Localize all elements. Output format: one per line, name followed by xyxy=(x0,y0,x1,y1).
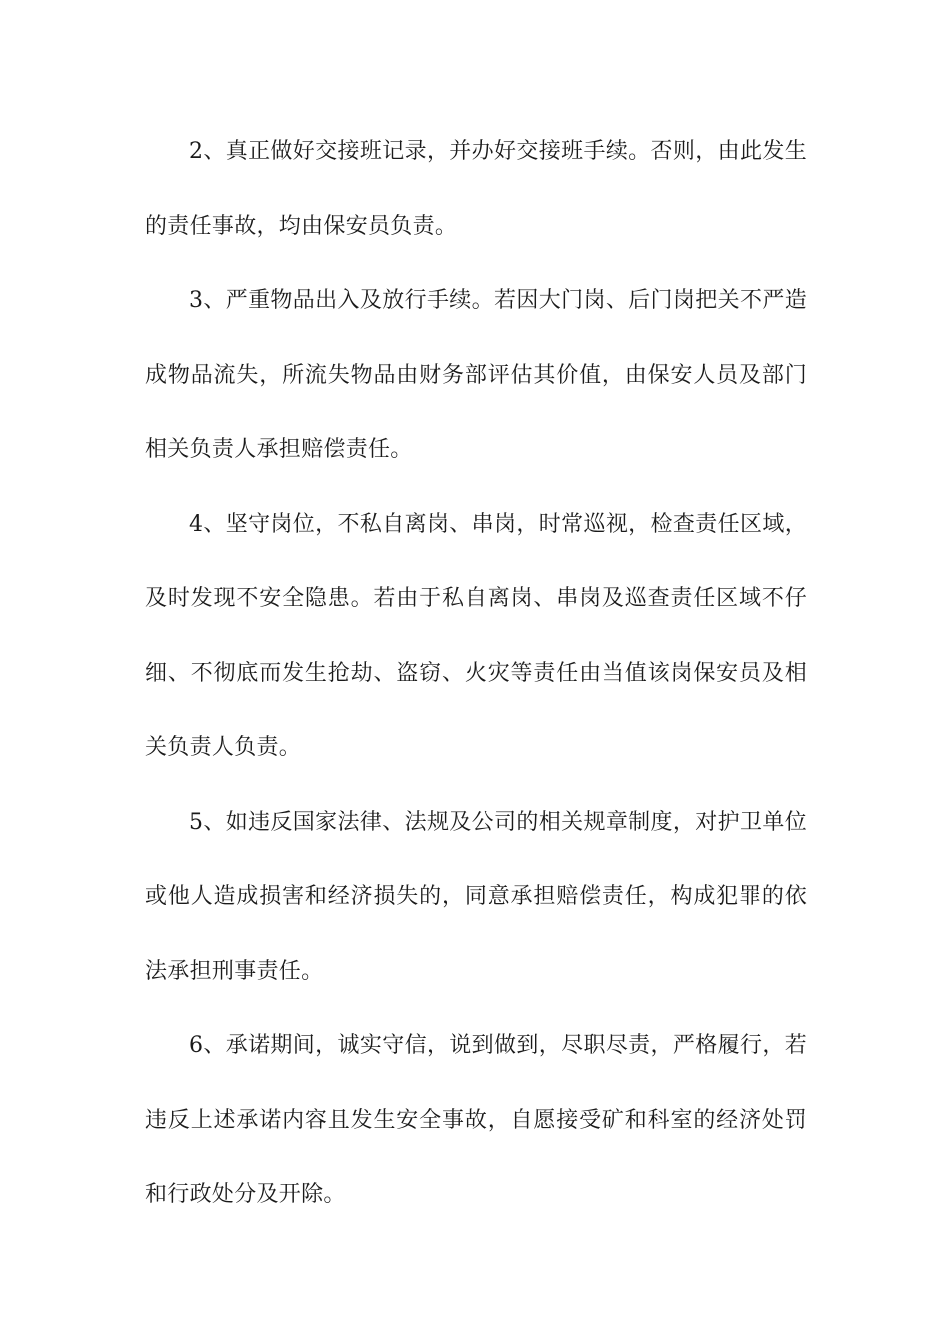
paragraph-item-4: 4、坚守岗位，不私自离岗、串岗，时常巡视，检查责任区域，及时发现不安全隐患。若由于私自离岗、串岗及巡查责任区域不仔细、不彻底而发生抢劫、盗窃、火灾等责任由当值该岗保安员及相关负责人负责。 xyxy=(145,511,807,760)
document-body xyxy=(145,115,807,1233)
paragraph-item-5: 5、如违反国家法律、法规及公司的相关规章制度，对护卫单位或他人造成损害和经济损失的，同意承担赔偿责任，构成犯罪的依法承担刑事责任。 xyxy=(145,809,807,984)
paragraph-item-2: 2、真正做好交接班记录，并办好交接班手续。否则，由此发生的责任事故，均由保安员负责。 xyxy=(145,139,807,239)
paragraph-item-3: 3、严重物品出入及放行手续。若因大门岗、后门岗把关不严造成物品流失，所流失物品由财务部评估其价值，由保安人员及部门相关负责人承担赔偿责任。 xyxy=(145,288,807,462)
paragraph-item-6: 6、承诺期间，诚实守信，说到做到，尽职尽责，严格履行，若违反上述承诺内容且发生安全事故，自愿接受矿和科室的经济处罚和行政处分及开除。 xyxy=(145,1033,807,1207)
